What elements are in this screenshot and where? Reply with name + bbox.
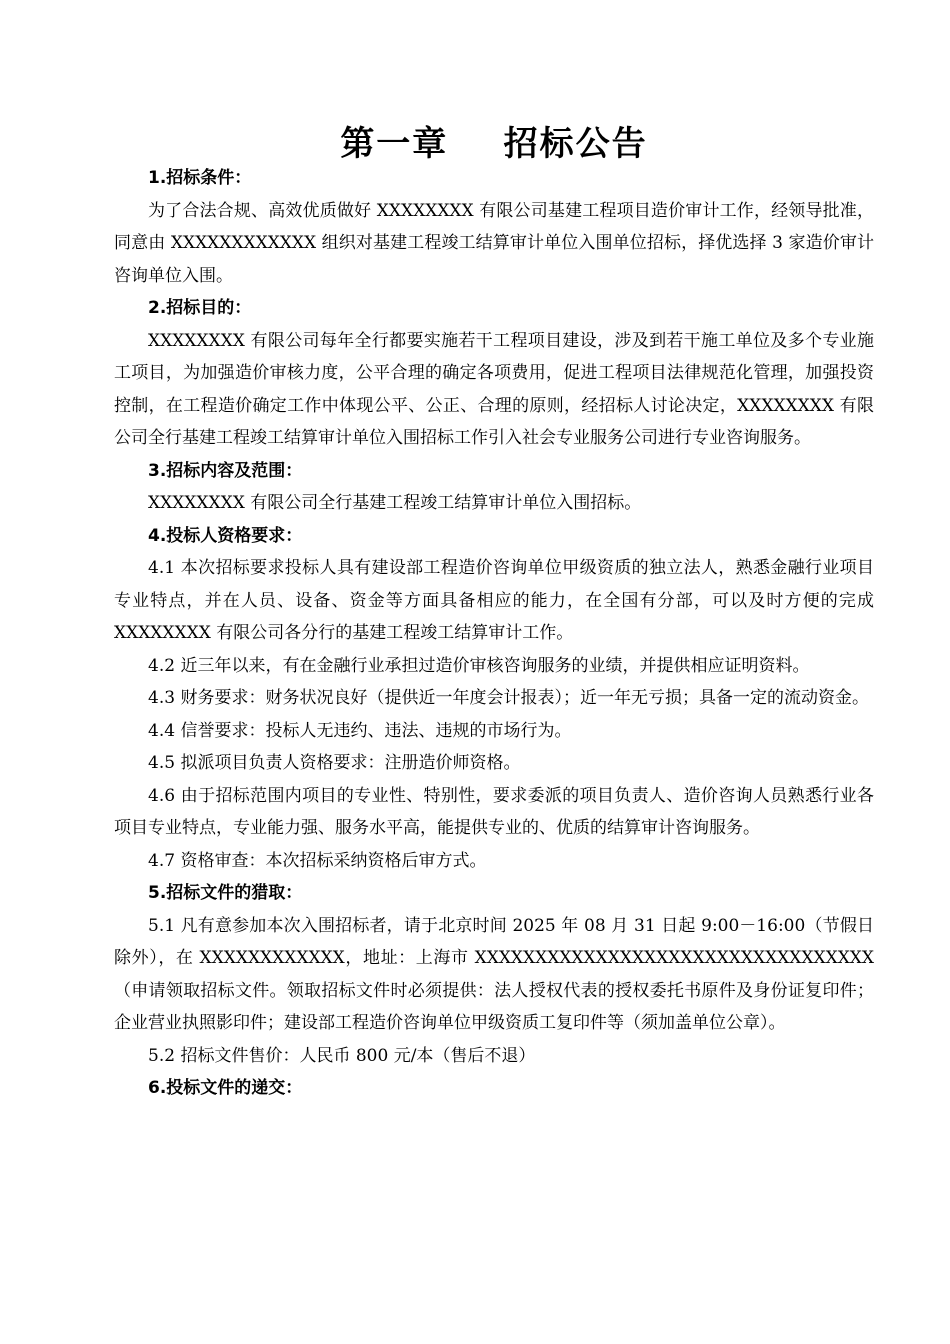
section-paragraph: XXXXXXXX 有限公司每年全行都要实施若干工程项目建设，涉及到若干施工单位及多个专业施工项目，为加强造价审核力度，公平合理的确定各项费用，促进工程项目法律规范化管理，加强投资控制，在工程造价确定工作中体现公平、公正、合理的原则，经招标人讨论决定，XXXXXXXX 有限公司全行基建工程竣工结算审计单位入围招标工作引入社会专业服务公司进行专业咨询服务。: [114, 330, 874, 448]
section-paragraph: 4.5 拟派项目负责人资格要求：注册造价师资格。: [148, 753, 521, 773]
section-paragraph: XXXXXXXX 有限公司全行基建工程竣工结算审计单位入围招标。: [148, 493, 642, 513]
section-paragraph: 为了合法合规、高效优质做好 XXXXXXXX 有限公司基建工程项目造价审计工作，经领导批准，同意由 XXXXXXXXXXXX 组织对基建工程竣工结算审计单位入围单位招标，择优选择 3 家造价审计咨询单位入围。: [114, 200, 874, 286]
section-heading: 5.招标文件的猎取：: [148, 883, 303, 903]
section-paragraph: 4.7 资格审查：本次招标采纳资格后审方式。: [148, 850, 487, 871]
section-heading: 1.招标条件：: [148, 168, 252, 188]
section-paragraph: 4.3 财务要求：财务状况良好（提供近一年度会计报表）；近一年无亏损；具备一定的流动资金。: [148, 688, 869, 708]
section-paragraph: 4.6 由于招标范围内项目的专业性、特别性，要求委派的项目负责人、造价咨询人员熟悉行业各项目专业特点，专业能力强、服务水平高，能提供专业的、优质的结算审计咨询服务。: [114, 785, 874, 838]
chapter-title: 第一章 招标公告: [340, 124, 648, 164]
section-heading: 6.投标文件的递交：: [148, 1078, 303, 1098]
section-paragraph: 4.4 信誉要求：投标人无违约、违法、违规的市场行为。: [148, 720, 572, 741]
section-paragraph: 4.2 近三年以来，有在金融行业承担过造价审核咨询服务的业绩，并提供相应证明资料。: [148, 655, 810, 676]
section-paragraph: 5.1 凡有意参加本次入围招标者，请于北京时间 2025 年 08 月 31 日起 9:00－16:00（节假日除外），在 XXXXXXXXXXXX，地址：上海市 XXXXXXXXXXXXXXXXXXXXXXXXXXXXXXXXX（申请领取招标文件。领取招标文件时必须提供：法人授权代表的授权委托书原件及身份证复印件；企业营业执照影印件；建设部工程造价咨询单位甲级资质工复印件等（须加盖单位公章）。: [114, 915, 874, 1033]
section-paragraph: 5.2 招标文件售价：人民币 800 元/本（售后不退）: [148, 1045, 536, 1066]
section-heading: 2.招标目的：: [148, 298, 252, 318]
section-heading: 4.投标人资格要求：: [148, 525, 303, 546]
document-body: [114, 162, 874, 1105]
section-heading: 3.招标内容及范围：: [148, 460, 303, 481]
section-paragraph: 4.1 本次招标要求投标人具有建设部工程造价咨询单位甲级资质的独立法人，熟悉金融行业项目专业特点，并在人员、设备、资金等方面具备相应的能力，在全国有分部，可以及时方便的完成 XXXXXXXX 有限公司各分行的基建工程竣工结算审计工作。: [114, 558, 874, 643]
